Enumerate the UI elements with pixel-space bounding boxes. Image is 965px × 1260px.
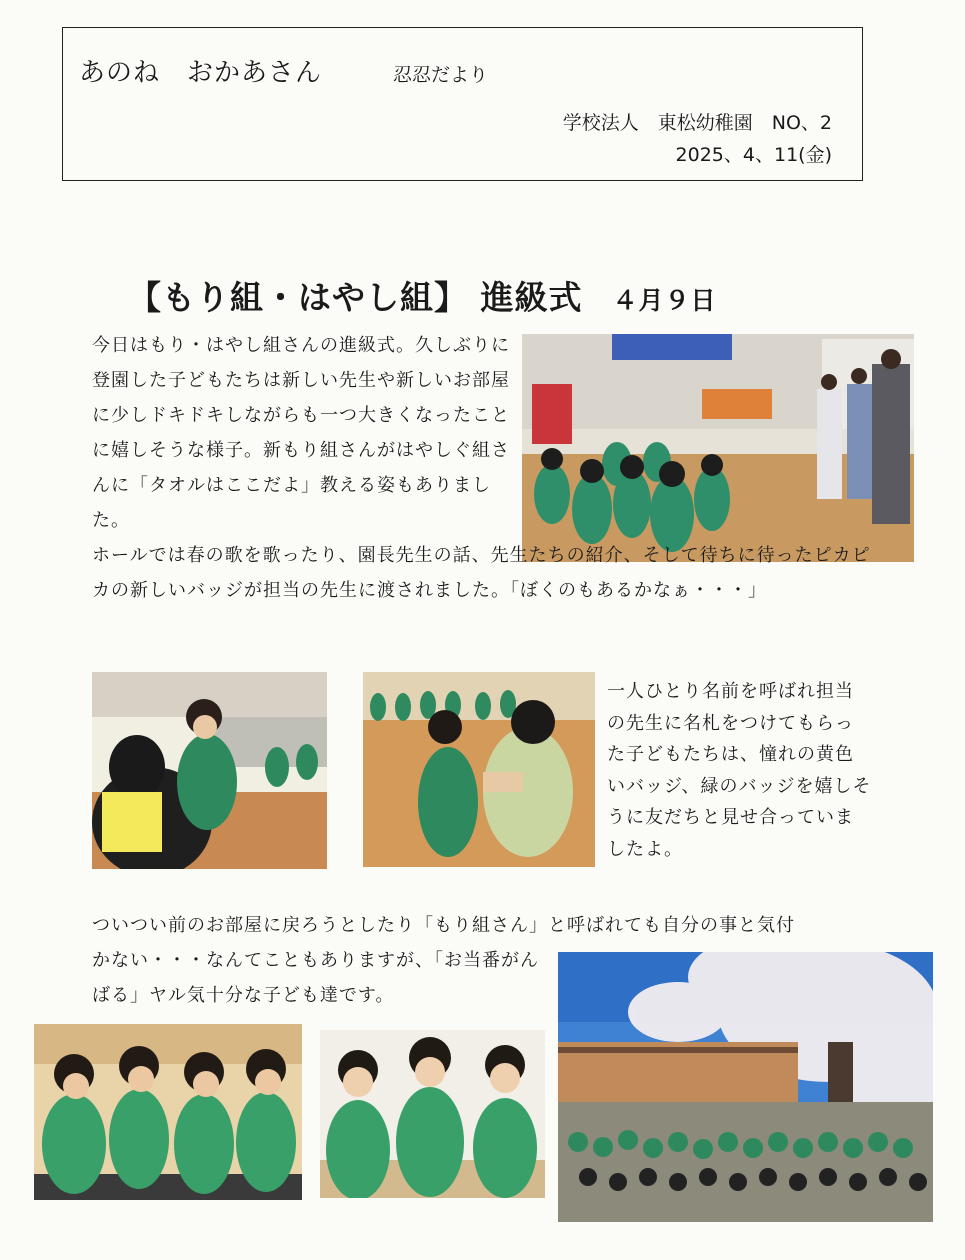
photo-children-group-2 [320,1030,545,1198]
photo-cherry-blossom-group [558,952,933,1222]
paragraph-closing-line1: ついつい前のお部屋に戻ろうとしたり「もり組さん」と呼ばれても自分の事と気付 [92,915,795,936]
school-name: 学校法人 東松幼稚園 NO、2 [562,112,832,134]
paragraph-closing-line2: かない・・・なんてこともありますが、「お当番がんばる」ヤル気十分な子ども達です。 [92,950,539,1006]
issue-date: 2025、4、11(金) [675,144,832,166]
photo-badge-pinning-2 [363,672,595,867]
paragraph-badges: 一人ひとり名前を呼ばれ担当の先生に名札をつけてもらった子どもたちは、憧れの黄色いバッジ、緑のバッジを嬉しそうに友だちと見せ合っていましたよ。 [607,681,872,860]
heading-date: ４月９日 [612,286,717,315]
newsletter-title: あのね おかあさん [79,58,323,88]
heading-text: 【もり組・はやし組】 進級式 [128,278,583,317]
paragraph-intro: 今日はもり・はやし組さんの進級式。久しぶりに登園した子どもたちは新しい先生や新しいお部屋に少しドキドキしながらも一つ大きくなったことに嬉しそうな様子。新もり組さんがはやしぐ組さんに「タオルはここだよ」教える姿もありました。 [92,335,510,531]
photo-ceremony-hall [522,334,914,562]
paragraph-hall: ホールでは春の歌を歌ったり、園長先生の話、先生たちの紹介、そして待ちに待ったピカピカの新しいバッジが担当の先生に渡されました。「ぼくのもあるかなぁ・・・」 [92,545,871,601]
photo-badge-pinning-1 [92,672,327,869]
newsletter-header [62,27,863,181]
photo-children-group-1 [34,1024,302,1200]
article-heading [128,272,717,319]
newsletter-subtitle: 忍忍だより [393,64,489,86]
